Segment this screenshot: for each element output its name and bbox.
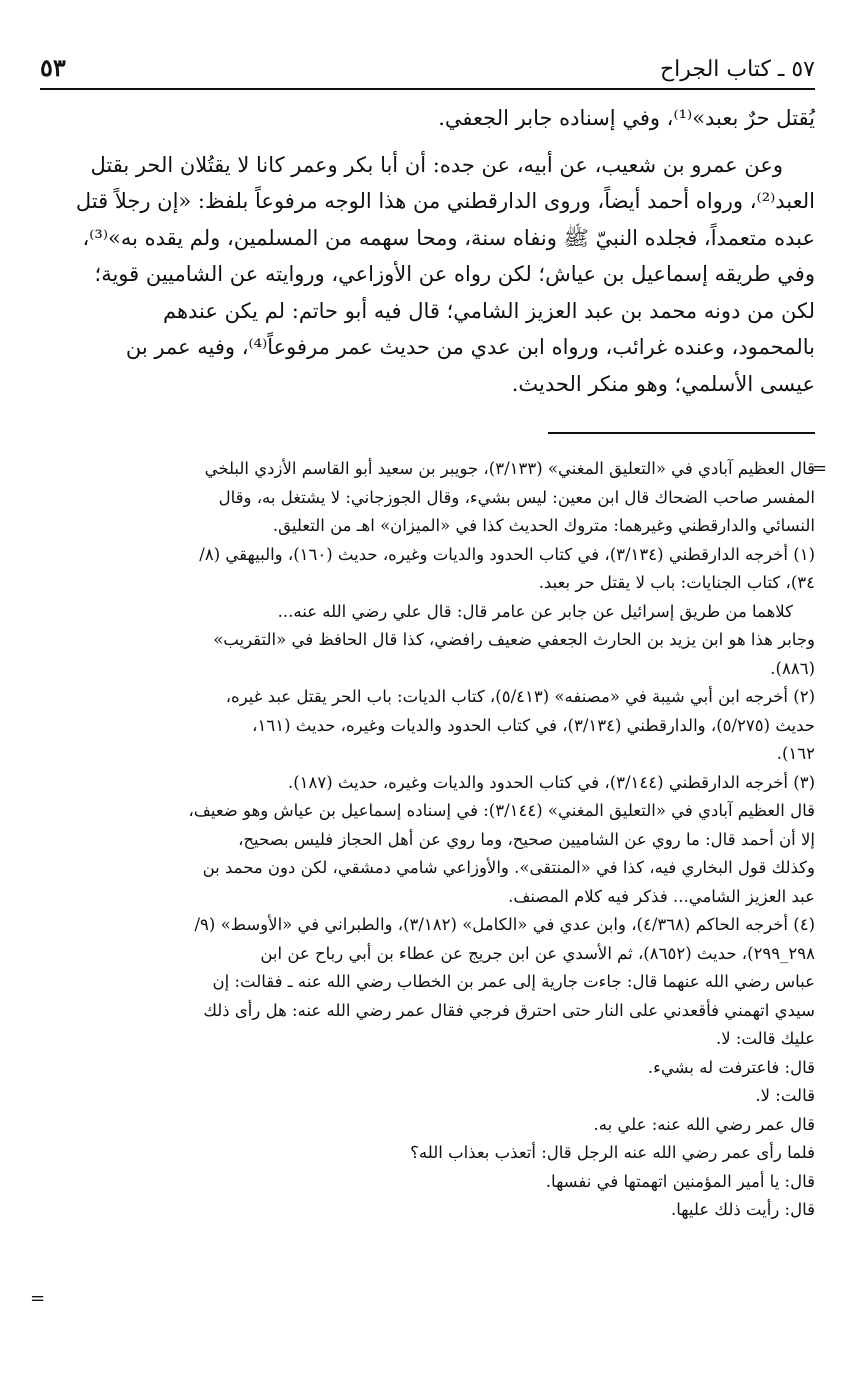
footnote-3-comment: قال العظيم آبادي في «التعليق المغني» (٣/١٤٤): في إسناده إسماعيل بن عياش وهو ضعيف، إلا أن أحمد قال: ما روي عن الشاميين صحيح، وما روي عن أهل الحجاز فليس بصحيح، وكذلك قول البخاري فيه، كذا في «المنتقى». والأوزاعي شامي دمشقي، لكن دون محمد بن عبد العزيز الشامي... فذكر فيه كلام المصنف. (188, 801, 815, 906)
footnote-continued: قال العظيم آبادي في «التعليق المغني» (٣/١٣٣)، جويبر بن سعيد أبو القاسم الأزدي البلخي المفسر صاحب الضحاك قال ابن معين: ليس بشيء، وقال الجوزجاني: لا يشتغل به، وقال النسائي والدارقطني وغيرهما: متروك الحديث كذا في «الميزان» اهـ من التعليق. (204, 459, 815, 535)
footnote-2: (٢) أخرجه ابن أبي شيبة في «مصنفه» (٥/٤١٣)، كتاب الديات: باب الحر يقتل عبد غيره، حديث (٥/٢٧٥)، والدارقطني (٣/١٣٤)، في كتاب الحدود والديات وغيره، حديث (١٦١، ١٦٢). (225, 687, 815, 763)
running-head: ٥٧ ـ كتاب الجراح (659, 57, 815, 82)
footnote-4-dialog-2: قالت: لا. (755, 1086, 815, 1105)
page-header (40, 44, 815, 90)
footnote-4-dialog-4: فلما رأى عمر رضي الله عنه الرجل قال: أتعذب بعذاب الله؟ (410, 1143, 815, 1162)
footnote-4-dialog-5: قال: يا أمير المؤمنين اتهمتها في نفسها. (545, 1171, 815, 1191)
continuation-mark-bottom: = (30, 1288, 46, 1309)
footnote-4-dialog-6: قال: رأيت ذلك عليها. (671, 1200, 815, 1219)
footnotes (40, 455, 815, 1225)
footnote-4-dialog-3: قال عمر رضي الله عنه: علي به. (593, 1114, 815, 1134)
footnote-1-line-b: كلاهما من طريق إسرائيل عن جابر عن عامر قال: قال علي رضي الله عنه... (277, 601, 793, 621)
footnote-4-dialog-1: قال: فاعترفت له بشيء. (647, 1057, 815, 1077)
main-text (45, 100, 815, 402)
footnote-1-line-c: وجابر هذا هو ابن يزيد بن الحارث الجعفي ضعيف رافضي، كذا قال الحافظ في «التقريب» (٨٨٦). (213, 630, 815, 678)
footnote-3: (٣) أخرجه الدارقطني (٣/١٤٤)، في كتاب الحدود والديات وغيره، حديث (١٨٧). (287, 772, 815, 792)
footnote-separator (548, 432, 815, 434)
page-number: ٥٣ (40, 53, 66, 82)
footnote-4: (٤) أخرجه الحاكم (٤/٣٦٨)، وابن عدي في «الكامل» (٣/١٨٢)، والطبراني في «الأوسط» (٩/ ٢٩٨_٢٩٩)، حديث (٨٦٥٢)، ثم الأسدي عن ابن جريج عن عطاء بن أبي رباح عن ابن عباس رضي الله عنهما قال: جاءت جارية إلى عمر بن الخطاب رضي الله عنه ـ فقالت: إن سيدي اتهمني فأقعدني على النار حتى احترق فرجي فقال عمر رضي الله عنه: هل رأى ذلك عليك قالت: لا. (194, 915, 815, 1048)
continuation-mark-top: = (812, 458, 828, 479)
main-paragraph-1: يُقتل حرٌ بعبد»⁽¹⁾، وفي إسناده جابر الجعفي. (438, 106, 815, 130)
footnote-1: (١) أخرجه الدارقطني (٣/١٣٤)، في كتاب الحدود والديات وغيره، حديث (١٦٠)، والبيهقي (٨/ ٣٤)، كتاب الجنايات: باب لا يقتل حر بعبد. (199, 544, 815, 592)
main-paragraph-2: وعن عمرو بن شعيب، عن أبيه، عن جده: أن أبا بكر وعمر كانا لا يقتُلان الحر بقتل العبد⁽²⁾، ورواه أحمد أيضاً، وروى الدارقطني من هذا الوجه مرفوعاً بلفظ: «إن رجلاً قتل عبده متعمداً، فجلده النبيّ ﷺ ونفاه سنة، ومحا سهمه من المسلمين، ولم يقده به»⁽³⁾، وفي طريقه إسماعيل بن عياش؛ لكن رواه عن الأوزاعي، وروايته عن الشاميين قوية؛ لكن من دونه محمد بن عبد العزيز الشامي؛ قال فيه أبو حاتم: لم يكن عندهم بالمحمود، وعنده غرائب، ورواه ابن عدي من حديث عمر مرفوعاً⁽⁴⁾، وفيه عمر بن عيسى الأسلمي؛ وهو منكر الحديث. (75, 152, 815, 396)
